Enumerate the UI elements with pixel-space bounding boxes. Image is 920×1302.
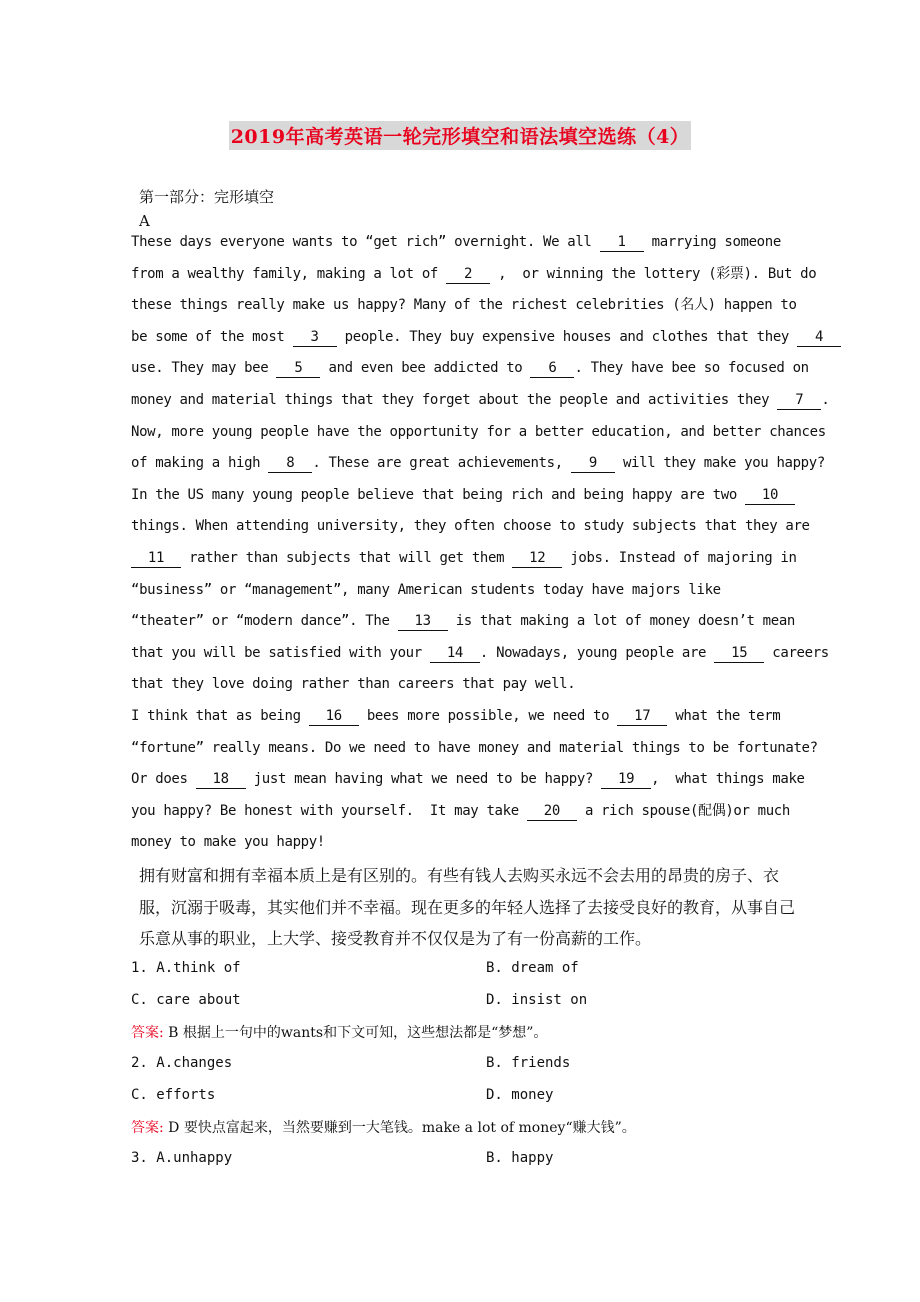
blank-9: 9 (571, 454, 615, 473)
passage-line (131, 606, 831, 638)
passage-text: . These are great achievements, (312, 455, 571, 472)
blank-13: 13 (398, 612, 448, 631)
passage-text: Now, more young people have the opportunity for a better education, and better chances (131, 423, 826, 440)
answer-tag: 答案: (131, 1025, 164, 1041)
chinese-summary: 拥有财富和拥有幸福本质上是有区别的。有些有钱人去购买永远不会去用的昂贵的房子、衣服，沉溺于吸毒，其实他们并不幸福。现在更多的年轻人选择了去接受良好的教育，从事自己乐意从事的职业，上大学、接受教育并不仅仅是为了有一份高薪的工作。 (139, 866, 796, 948)
blank-14: 14 (430, 644, 480, 663)
passage-text: things. When attending university, they often choose to study subjects that they are (131, 518, 810, 535)
passage-line (131, 322, 831, 354)
passage-text: be some of the most (131, 328, 293, 345)
passage-text: and even bee addicted to (320, 360, 531, 377)
passage-text: just mean having what we need to be happy? (245, 771, 602, 788)
blank-17: 17 (617, 707, 667, 726)
passage-text: what the term (667, 707, 781, 724)
passage-text: , or winning the lottery (彩票). But do (490, 265, 817, 282)
passage-text: I think that as being (131, 707, 309, 724)
blank-18: 18 (196, 770, 246, 789)
q3-option-b: B. happy (486, 1150, 554, 1166)
blank-10: 10 (745, 486, 795, 505)
blank-5: 5 (276, 359, 320, 378)
answer-text: B 根据上一句中的wants和下文可知，这些想法都是“梦想”。 (168, 1025, 548, 1041)
passage-text: “fortune” really means. Do we need to have money and material things to be fortunate? (131, 739, 818, 756)
q1-answer (131, 1022, 547, 1042)
passage-text: rather than subjects that will get them (181, 549, 513, 566)
passage-line (131, 290, 831, 322)
blank-2: 2 (446, 265, 490, 284)
passage-text: money to make you happy! (131, 834, 325, 851)
blank-4: 4 (797, 328, 841, 347)
passage-line (131, 733, 831, 765)
answer-tag: 答案: (131, 1120, 164, 1136)
blank-6: 6 (530, 359, 574, 378)
blank-16: 16 (309, 707, 359, 726)
passage-text: is that making a lot of money doesn’t mean (447, 613, 795, 630)
passage-text: bees more possible, we need to (358, 707, 618, 724)
passage-text: In the US many young people believe that being rich and being happy are two (131, 486, 745, 503)
section-heading: 第一部分：完形填空 (139, 188, 275, 206)
passage-text: you happy? Be honest with yourself. It may take (131, 802, 527, 819)
passage-text: of making a high (131, 455, 269, 472)
q1-option-b: B. dream of (486, 960, 579, 976)
passage-text: , what things make (651, 771, 805, 788)
q1-option-a: 1. A.think of (131, 960, 241, 976)
passage-text: jobs. Instead of majoring in (562, 549, 797, 566)
blank-12: 12 (512, 549, 562, 568)
passage-line (131, 764, 831, 796)
passage-text: Or does (131, 771, 196, 788)
passage-text: “business” or “management”, many American students today have majors like (131, 581, 721, 598)
blank-19: 19 (601, 770, 651, 789)
passage-text: . They have bee so focused on (574, 360, 809, 377)
passage-line (131, 353, 831, 385)
q2-answer (131, 1117, 636, 1137)
passage-line (131, 669, 831, 701)
passage-line (131, 543, 831, 575)
passage-line (131, 417, 831, 449)
passage-text: a rich spouse(配偶)or much (576, 802, 790, 819)
document-title: 2019年高考英语一轮完形填空和语法填空选练（4） (0, 121, 920, 150)
passage-text: people. They buy expensive houses and clothes that they (336, 328, 798, 345)
q3-option-a: 3. A.unhappy (131, 1150, 233, 1166)
blank-1: 1 (600, 233, 644, 252)
passage-line (131, 448, 831, 480)
q1-option-d: D. insist on (486, 992, 588, 1008)
q2-option-b: B. friends (486, 1055, 571, 1071)
passage-line (131, 701, 831, 733)
blank-15: 15 (714, 644, 764, 663)
blank-11: 11 (131, 549, 181, 568)
passage-line (131, 385, 831, 417)
passage-label: A (139, 212, 150, 230)
passage-text: . Nowadays, young people are (479, 644, 715, 661)
passage-text: “theater” or “modern dance”. The (131, 613, 398, 630)
passage-text: from a wealthy family, making a lot of (131, 265, 447, 282)
passage-line (131, 638, 831, 670)
passage-text: will they make you happy? (614, 455, 825, 472)
passage-line (131, 827, 831, 859)
passage-line (131, 511, 831, 543)
passage-text: . (821, 391, 830, 408)
passage-text: these things really make us happy? Many of the richest celebrities (名人) happen to (131, 297, 797, 314)
passage-text: that you will be satisfied with your (131, 644, 430, 661)
blank-3: 3 (293, 328, 337, 347)
passage-line (131, 227, 831, 259)
q2-option-d: D. money (486, 1087, 554, 1103)
answer-text: D 要快点富起来，当然要赚到一大笔钱。make a lot of money“赚大钱”。 (168, 1120, 636, 1136)
blank-7: 7 (777, 391, 821, 410)
passage (131, 227, 831, 859)
q2-option-a: 2. A.changes (131, 1055, 233, 1071)
q2-option-c: C. efforts (131, 1087, 216, 1103)
q1-option-c: C. care about (131, 992, 241, 1008)
passage-line (131, 480, 831, 512)
passage-text: careers (764, 644, 829, 661)
blank-8: 8 (268, 454, 312, 473)
passage-text: money and material things that they forget about the people and activities they (131, 391, 778, 408)
passage-text: use. They may bee (131, 360, 277, 377)
passage-text: marrying someone (643, 234, 781, 250)
passage-line (131, 575, 831, 607)
passage-text: These days everyone wants to “get rich” overnight. We all (131, 234, 600, 250)
passage-line (131, 796, 831, 828)
passage-text: that they love doing rather than careers that pay well. (131, 676, 576, 693)
passage-line (131, 259, 831, 291)
blank-20: 20 (527, 802, 577, 821)
